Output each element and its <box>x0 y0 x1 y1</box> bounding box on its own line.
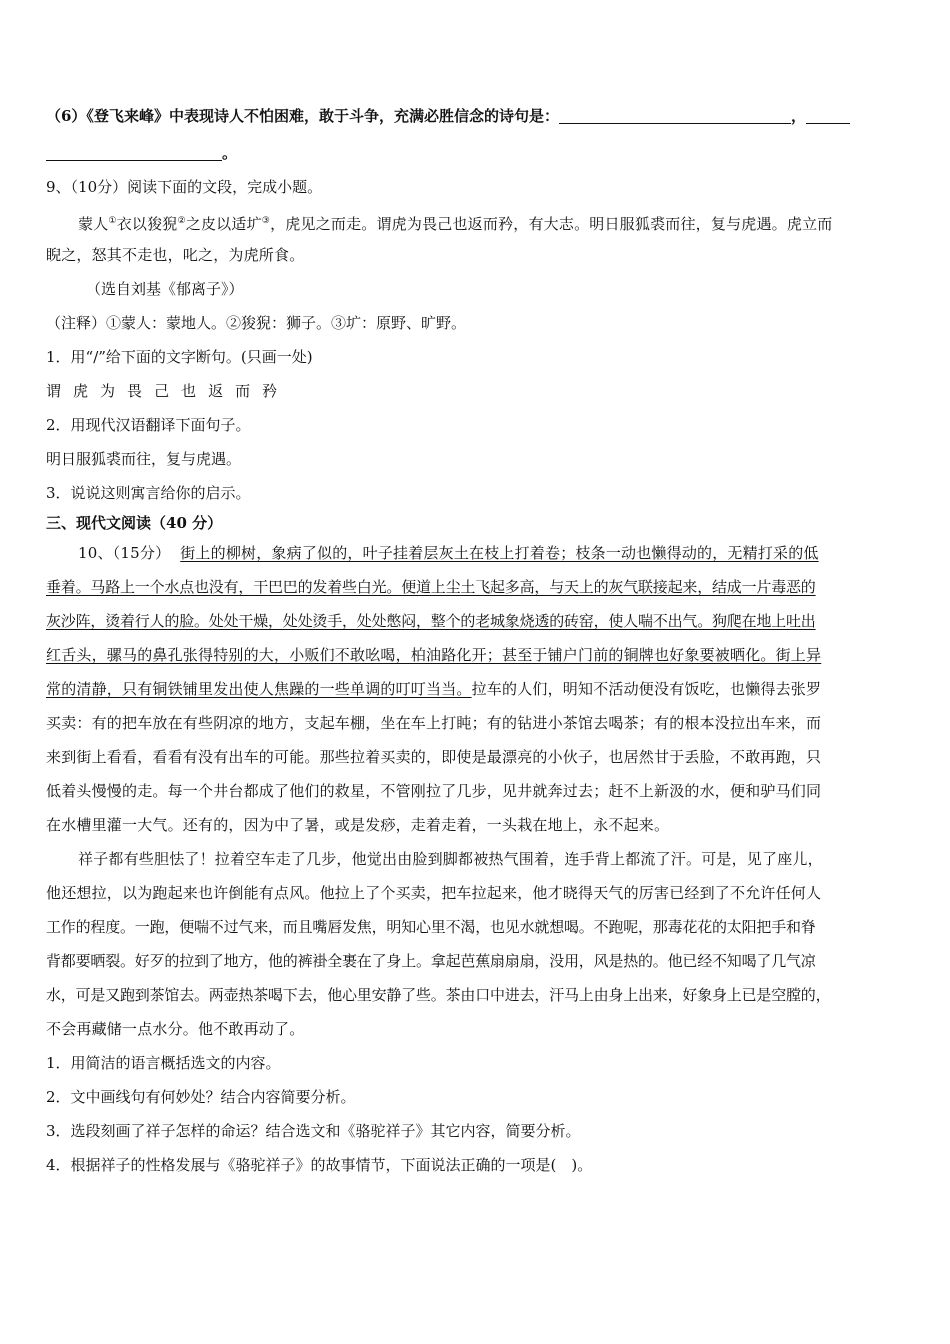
q10-question-1: 1．用简洁的语言概括选文的内容。 <box>46 1054 281 1072</box>
passage-line: 水，可是又跑到茶馆去。两壶热茶喝下去，他心里安静了些。茶由口中进去，汗马上由身上出来，好象身上已是空膛的， <box>46 986 831 1004</box>
q10-line-1 <box>46 536 908 570</box>
passage-text: 之皮以适圹 <box>185 215 262 233</box>
passage-line: 工作的程度。一跑，便喘不过气来，而且嘴唇发焦，明知心里不渴，也见水就想喝。不跑呢，那毒花花的太阳把手和脊 <box>46 918 816 936</box>
char: 谓 <box>46 382 62 400</box>
char: 矜 <box>262 382 278 400</box>
footnote-mark: ③ <box>261 216 271 226</box>
answer-blank-1[interactable] <box>559 105 791 124</box>
passage-line: 低着头慢慢的走。每一个井台都成了他们的救星，不管刚拉了几步，见井就奔过去；赶不上新汲的水，便和驴马们同 <box>46 782 822 800</box>
footnote-mark: ② <box>177 216 186 226</box>
q9-passage-line-2: 睨之，怒其不走也，叱之，为虎所食。 <box>46 246 305 264</box>
passage-text: ，虎见之而走。谓虎为畏己也返而矜，有大志。明日服狐裘而往，复与虎遇。虎立而 <box>270 215 833 233</box>
passage-line: 买卖：有的把车放在有些阴凉的地方，支起车棚，坐在车上打盹；有的钻进小茶馆去喝茶；有的根本没拉出车来，而 <box>46 714 822 732</box>
q9-sub3: 3．说说这则寓言给你的启示。 <box>46 484 251 502</box>
q10-question-2: 2．文中画线句有何妙处？结合内容简要分析。 <box>46 1088 356 1106</box>
q9-passage-line-1 <box>46 204 908 238</box>
q6-text: （6）《登飞来峰》中表现诗人不怕困难，敢于斗争，充满必胜信念的诗句是： <box>46 107 559 125</box>
q6-line-2 <box>46 136 908 170</box>
q10-question-3: 3．选段刻画了祥子怎样的命运？结合选文和《骆驼祥子》其它内容，简要分析。 <box>46 1122 581 1140</box>
q6-line <box>46 99 908 133</box>
passage-line: 他还想拉，以为跑起来也许倒能有点风。他拉上了个买卖，把车拉起来，他才晓得天气的厉害已经到了不允许任何人 <box>46 884 822 902</box>
document-page <box>46 96 908 1182</box>
q10-header: 10、（15分） <box>78 544 171 562</box>
q9-sub2-sentence: 明日服狐裘而往，复与虎遇。 <box>46 450 242 468</box>
answer-blank-3[interactable] <box>46 142 222 161</box>
passage-line: 来到街上看看，看看有没有出车的可能。那些拉着买卖的，即使是最漂亮的小伙子，也居然甘于丢脸，不敢再跑，只 <box>46 748 822 766</box>
underlined-line: 垂着。马路上一个水点也没有，干巴巴的发着些白光。便道上尘土飞起多高，与天上的灰气联接起来，结成一片毒恶的 <box>46 578 816 596</box>
char: 己 <box>154 382 170 400</box>
underlined-line: 灰沙阵，烫着行人的脸。处处干燥，处处烫手，处处憋闷，整个的老城象烧透的砖窑，使人喘不出气。狗爬在地上吐出 <box>46 612 816 630</box>
char: 虎 <box>73 382 89 400</box>
q9-notes: （注释）①蒙人：蒙地人。②狻猊：狮子。③圹：原野、旷野。 <box>46 314 467 332</box>
q10-question-4: 4．根据祥子的性格发展与《骆驼祥子》的故事情节，下面说法正确的一项是( )。 <box>46 1156 593 1174</box>
char: 为 <box>100 382 116 400</box>
footnote-mark: ① <box>108 216 117 226</box>
answer-blank-2[interactable] <box>806 105 850 124</box>
passage-text: 衣以狻猊 <box>116 215 178 233</box>
q9-sub2: 2．用现代汉语翻译下面句子。 <box>46 416 251 434</box>
q9-sub1-chars <box>46 374 908 408</box>
passage-line: 不会再藏储一点水分。他不敢再动了。 <box>46 1020 305 1038</box>
underlined-text: 常的清静，只有铜铁铺里发出使人焦躁的一些单调的叮叮当当。 <box>46 680 472 698</box>
q9-header: 9、（10分）阅读下面的文段，完成小题。 <box>46 178 323 196</box>
q6-end: 。 <box>222 144 238 162</box>
q6-comma: ， <box>790 107 806 125</box>
passage-line: 祥子都有些胆怯了！拉着空车走了几步，他觉出由脸到脚都被热气围着，连手背上都流了汗。可是，见了座儿， <box>78 850 823 868</box>
passage-line: 在水槽里灌一大气。还有的，因为中了暑，或是发痧，走着走着，一头栽在地上，永不起来。 <box>46 816 670 834</box>
underlined-text: 街上的柳树，象病了似的，叶子挂着层灰土在枝上打着卷；枝条一动也懒得动的，无精打采的低 <box>180 544 819 562</box>
q9-source: （选自刘基《郁离子》） <box>86 280 244 298</box>
mixed-line <box>46 672 908 706</box>
char: 返 <box>208 382 224 400</box>
char: 也 <box>181 382 197 400</box>
char: 而 <box>235 382 251 400</box>
passage-text: 拉车的人们，明知不活动便没有饭吃，也懒得去张罗 <box>471 680 822 698</box>
char: 畏 <box>127 382 143 400</box>
section-title: 三、现代文阅读（40 分） <box>46 514 223 532</box>
passage-text: 蒙人 <box>78 215 109 233</box>
passage-line: 背都要晒裂。好歹的拉到了地方，他的裤褂全裹在了身上。拿起芭蕉扇扇扇，没用，风是热的。他已经不知喝了几气凉 <box>46 952 816 970</box>
underlined-line: 红舌头，骡马的鼻孔张得特别的大，小贩们不敢吆喝，柏油路化开；甚至于铺户门前的铜牌也好象要被晒化。街上异 <box>46 646 822 664</box>
q9-sub1: 1．用“/”给下面的文字断句。(只画一处) <box>46 348 313 366</box>
